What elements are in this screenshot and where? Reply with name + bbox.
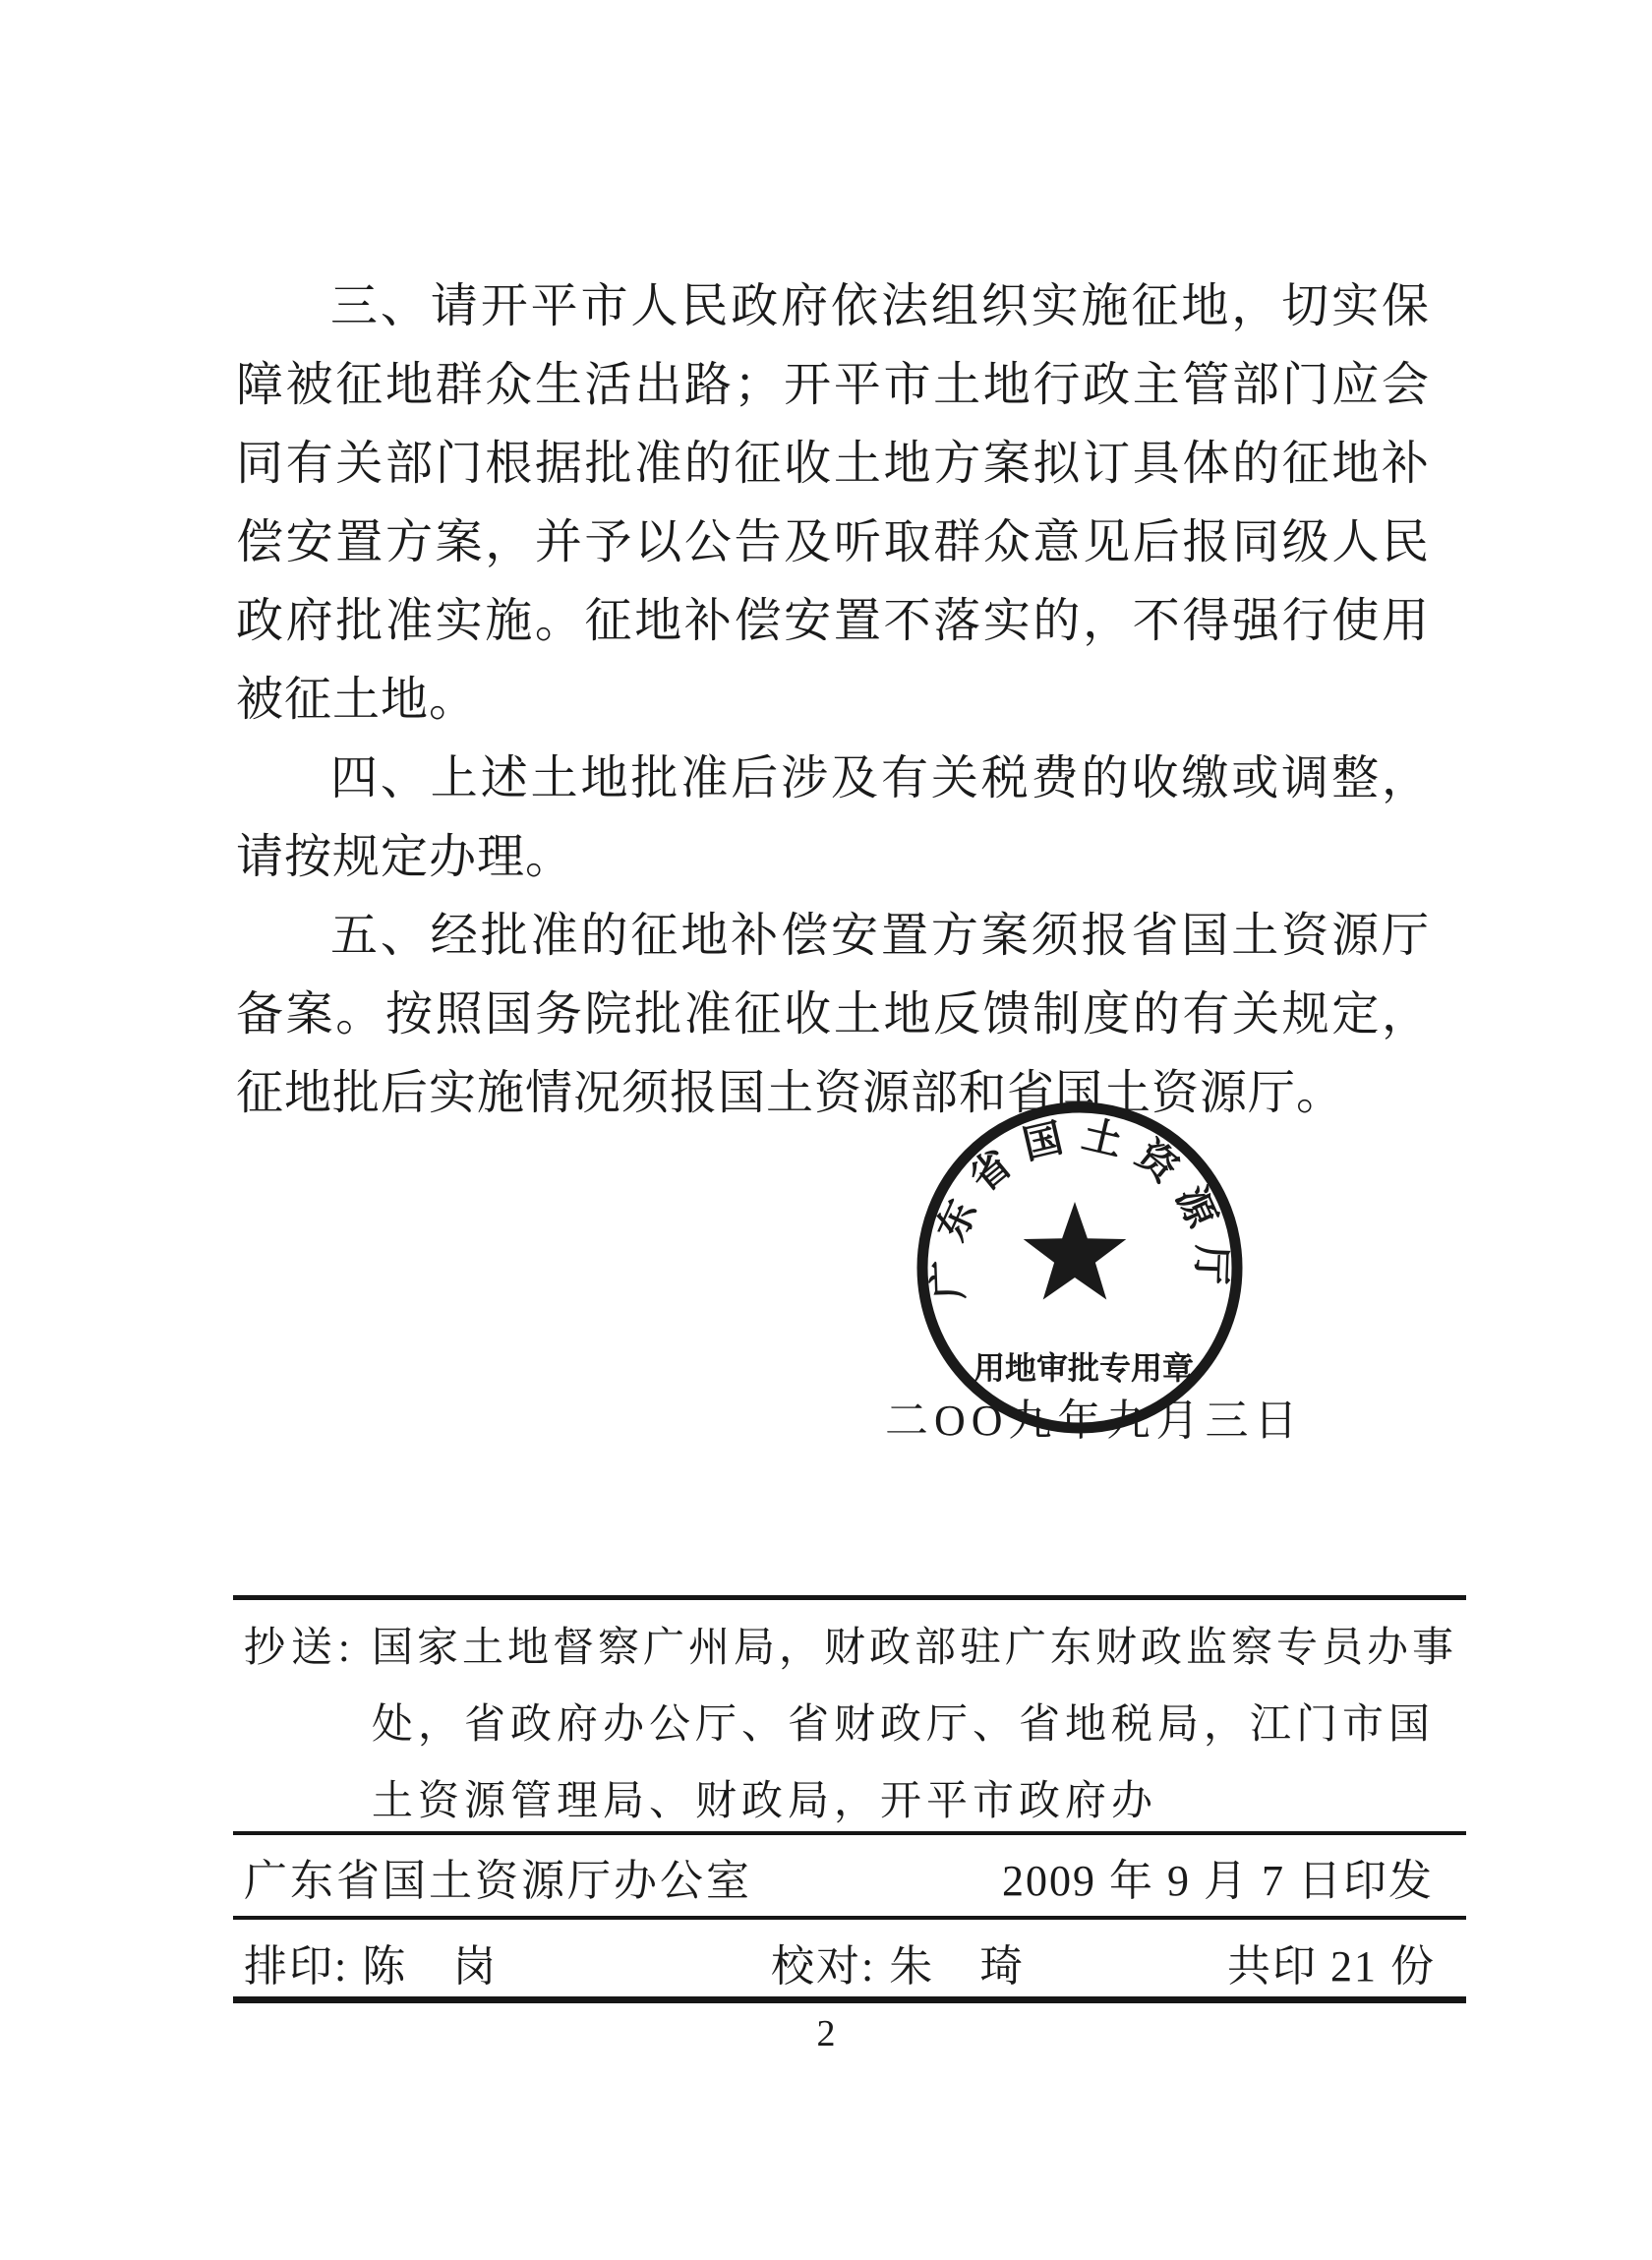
stamp-center-label: 用地审批专用章 (973, 1350, 1195, 1386)
cc-section (244, 1610, 1458, 1840)
paragraph-item-5: 五、经批准的征地补偿安置方案须报省国土资源厅备案。按照国务院批准征收土地反馈制度的有关规定，征地批后实施情况须报国土资源部和省国土资源厅。 (236, 910, 1430, 1119)
cc-line: 土资源管理局、财政局，开平市政府办 (372, 1779, 1158, 1824)
typeset-name: 陈 岗 (362, 1942, 499, 1991)
footer-divider-bottom (233, 1996, 1466, 2003)
paragraph-item-4: 四、上述土地批准后涉及有关税费的收缴或调整，请按规定办理。 (236, 752, 1430, 883)
document-date: 二OO九年九月三日 (885, 1397, 1304, 1445)
cc-label: 抄送: (244, 1626, 356, 1671)
proofread-field (771, 1939, 1025, 1994)
cc-line: 处，省政府办公厅、省财政厅、省地税局，江门市国 (372, 1702, 1436, 1748)
footer-divider-top (233, 1595, 1466, 1600)
print-date: 2009 年 9 月 7 日印发 (1002, 1857, 1434, 1905)
body-text (236, 268, 1430, 1133)
proofread-name: 朱 琦 (889, 1942, 1026, 1991)
typeset-field (244, 1939, 498, 1994)
paragraph-item-3: 三、请开平市人民政府依法组织实施征地，切实保障被征地群众生活出路；开平市土地行政主管部门应会同有关部门根据批准的征收土地方案拟订具体的征地补偿安置方案，并予以公告及听取群众意见后报同级人民政府批准实施。征地补偿安置不落实的，不得强行使用被征土地。 (236, 280, 1430, 726)
typeset-label: 排印: (244, 1942, 349, 1991)
page-number: 2 (816, 2013, 836, 2054)
footer-divider-cc (233, 1831, 1466, 1835)
star-icon (1024, 1202, 1127, 1300)
issuer-row (244, 1854, 1434, 1909)
cc-line: 国家土地督察广州局，财政部驻广东财政监察专员办事 (372, 1626, 1458, 1671)
copies-count: 共印 21 份 (1227, 1942, 1436, 1991)
proofread-label: 校对: (771, 1942, 876, 1991)
stamp-arc-text: 广东省国土资源厅 (925, 1111, 1234, 1300)
issuing-office: 广东省国土资源厅办公室 (244, 1857, 752, 1905)
footer-divider-issuer (233, 1916, 1466, 1920)
